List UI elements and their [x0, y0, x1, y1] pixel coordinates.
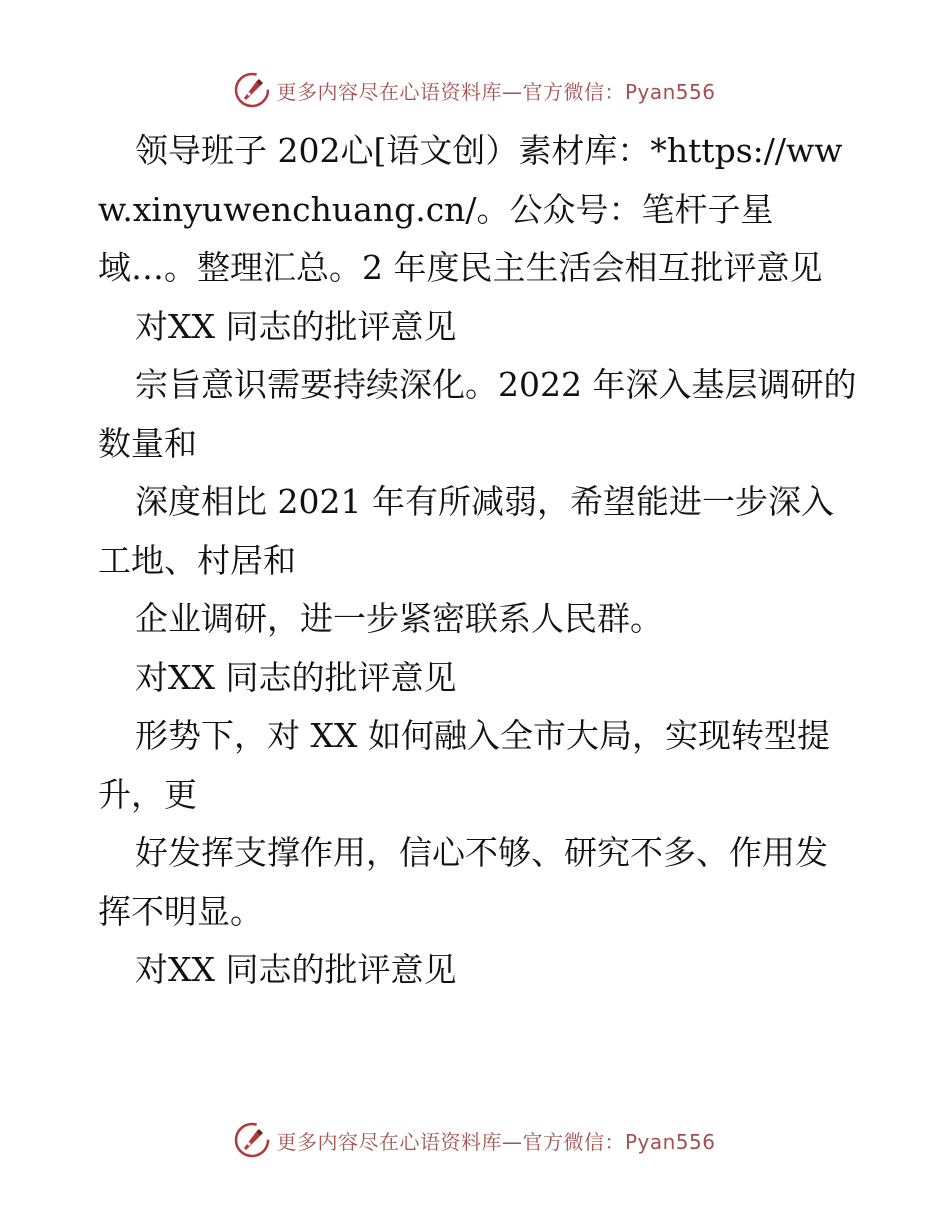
pen-nib-logo-icon [234, 1122, 270, 1158]
body-paragraph: 企业调研，进一步紧密联系人民群。 [135, 599, 663, 638]
header-banner-text: 更多内容尽在心语资料库—官方微信：Pyan556 [276, 79, 716, 104]
pen-nib-logo-icon [234, 72, 270, 108]
body-paragraph: 好发挥支撑作用，信心不够、研究不多、作用发挥不明显。 [98, 833, 828, 931]
section-heading: 对XX 同志的批评意见 [135, 306, 457, 346]
body-paragraph: 形势下，对 XX 如何融入全市大局，实现转型提升，更 [98, 716, 830, 814]
section-heading: 对XX 同志的批评意见 [135, 657, 457, 697]
body-paragraph: 深度相比 2021 年有所减弱，希望能进一步深入工地、村居和 [98, 482, 834, 580]
footer-banner [0, 1120, 950, 1160]
document-body [98, 122, 858, 1000]
doc-title-paragraph: 领导班子 202心[语文创）素材库：*https://www.xinyuwenchuang.cn/。公众号：笔杆子星域…。整理汇总。2 年度民主生活会相互批评意见 [98, 131, 843, 287]
footer-banner-text: 更多内容尽在心语资料库—官方微信：Pyan556 [276, 1129, 716, 1154]
header-banner [0, 70, 950, 110]
body-paragraph: 宗旨意识需要持续深化。2022 年深入基层调研的数量和 [98, 365, 857, 463]
section-heading: 对XX 同志的批评意见 [135, 950, 457, 989]
